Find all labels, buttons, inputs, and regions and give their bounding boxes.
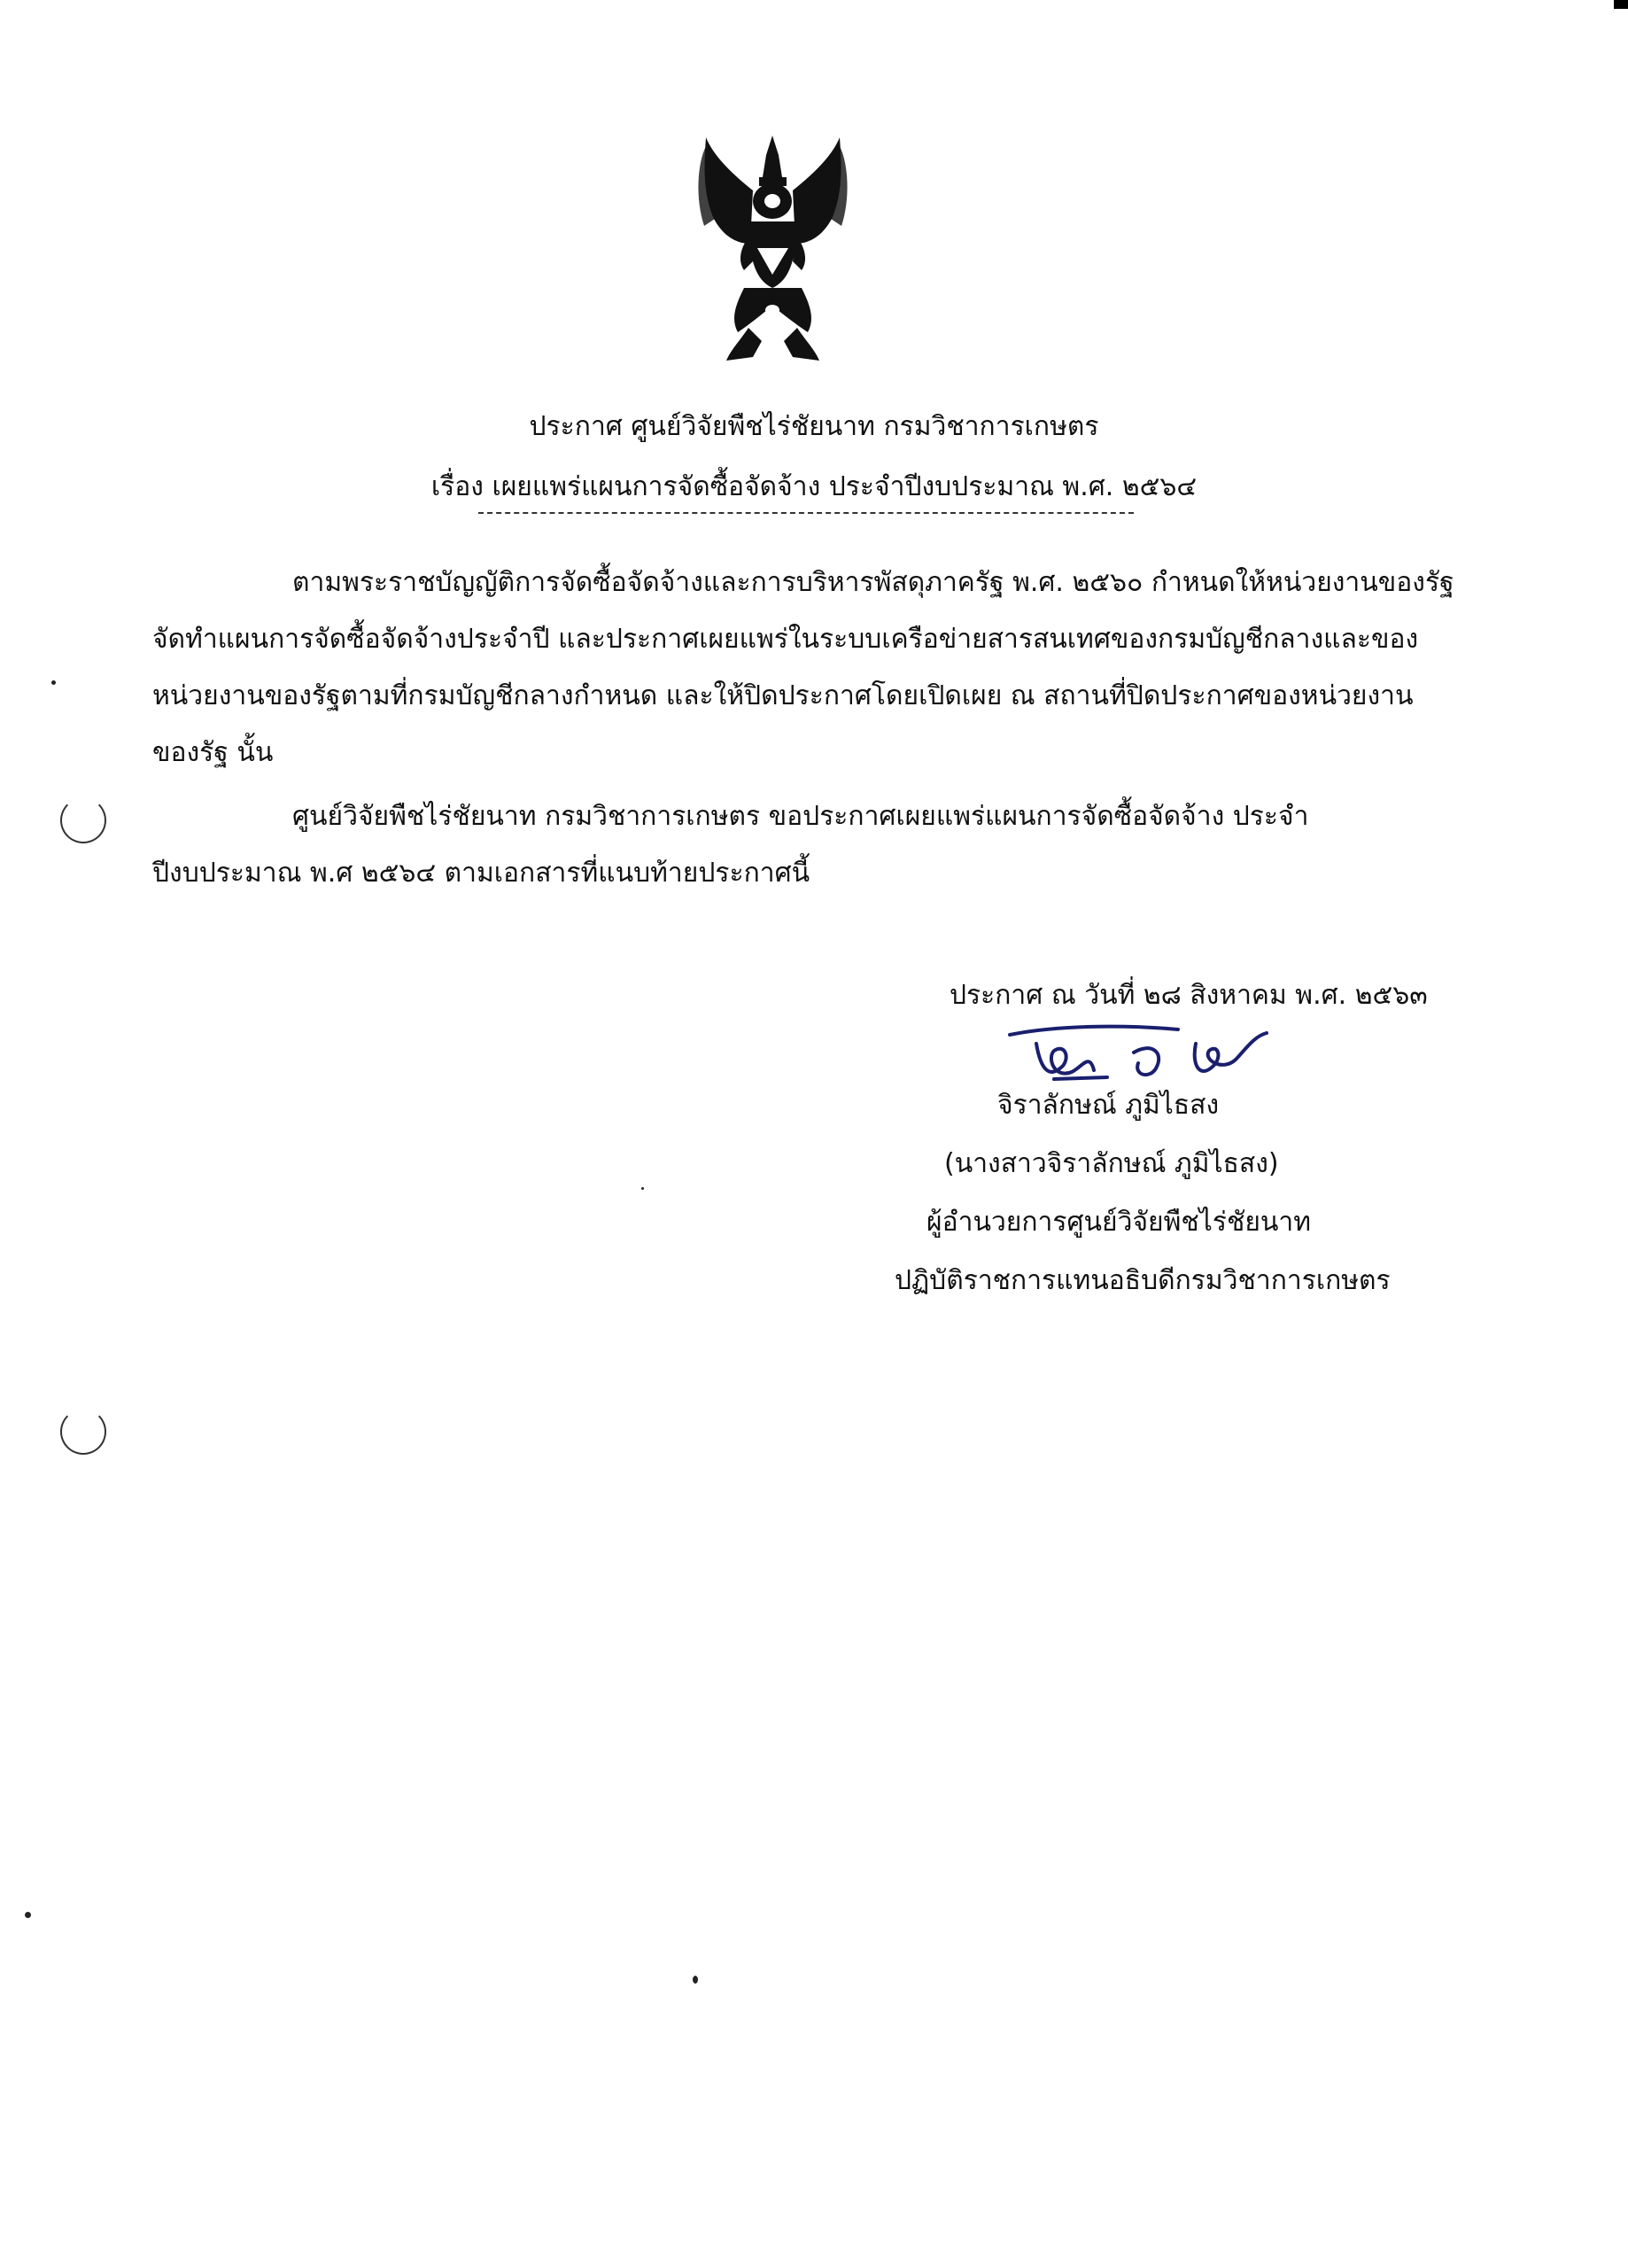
punch-hole-mark [60,797,106,843]
garuda-emblem-icon [695,128,850,363]
signer-full-name: (นางสาวจิราลักษณ์ ภูมิไธสง) [944,1148,1279,1179]
paragraph1-line: ตามพระราชบัญญัติการจัดซื้อจัดจ้างและการบริหารพัสดุภาครัฐ พ.ศ. ๒๕๖๐ กำหนดให้หน่วยงานของรัฐ [292,567,1454,598]
scan-speck [25,1912,31,1918]
header-divider [478,512,1134,514]
paragraph1-line: ของรัฐ นั้น [152,737,274,768]
signer-position: ผู้อำนวยการศูนย์วิจัยพืชไร่ชัยนาท [926,1207,1312,1238]
scan-corner-mark [1614,0,1628,9]
paragraph2-line: ปีงบประมาณ พ.ศ ๒๕๖๔ ตามเอกสารที่แนบท้ายประกาศนี้ [152,858,810,889]
announcement-date: ประกาศ ณ วันที่ ๒๘ สิงหาคม พ.ศ. ๒๕๖๓ [950,980,1428,1011]
scan-speck [641,1187,644,1190]
paragraph1-line: หน่วยงานของรัฐตามที่กรมบัญชีกลางกำหนด และให้ปิดประกาศโดยเปิดเผย ณ สถานที่ปิดประกาศของหน่วยงาน [152,680,1414,711]
announcement-subject: เรื่อง เผยแพร่แผนการจัดซื้อจัดจ้าง ประจำปีงบประมาณ พ.ศ. ๒๕๖๔ [430,471,1198,502]
punch-hole-mark [60,1409,106,1455]
announcement-title: ประกาศ ศูนย์วิจัยพืชไร่ชัยนาท กรมวิชาการเกษตร [529,411,1099,442]
paragraph2-line: ศูนย์วิจัยพืชไร่ชัยนาท กรมวิชาการเกษตร ขอประกาศเผยแพร่แผนการจัดซื้อจัดจ้าง ประจำ [292,801,1309,832]
scan-speck [51,680,56,685]
handwritten-signature [1001,1017,1293,1088]
signer-acting-for: ปฏิบัติราชการแทนอธิบดีกรมวิชาการเกษตร [895,1265,1391,1296]
paragraph1-line: จัดทำแผนการจัดซื้อจัดจ้างประจำปี และประกาศเผยแพร่ในระบบเครือข่ายสารสนเทศของกรมบัญชีกลางและของ [152,624,1419,655]
scan-speck [693,1976,698,1984]
signer-name: จิราลักษณ์ ภูมิไธสง [997,1090,1220,1121]
